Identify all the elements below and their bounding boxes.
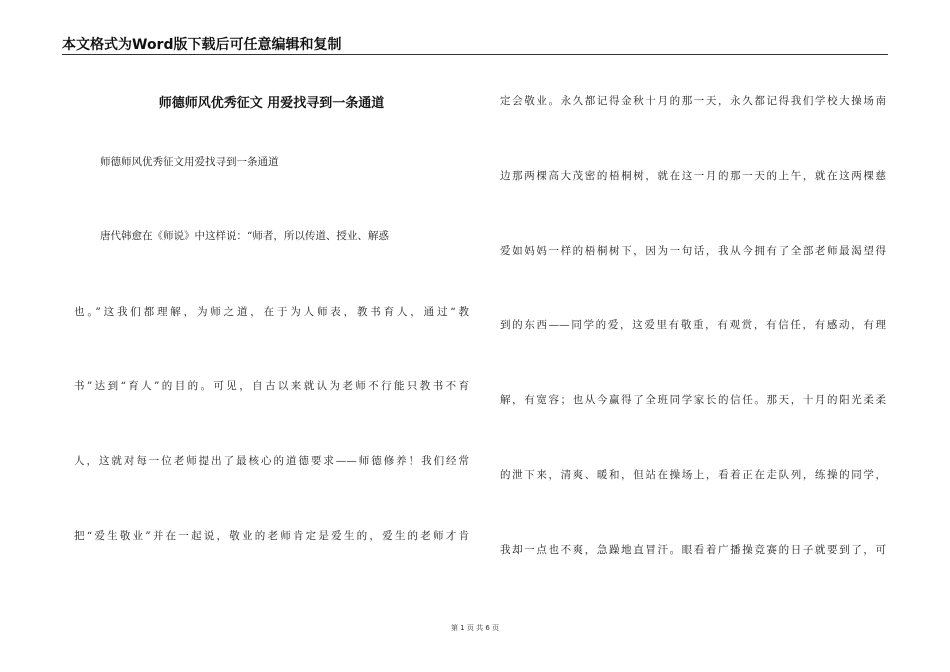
paragraph-line: 定会敬业。永久都记得金秋十月的那一天，永久都记得我们学校大操场南	[500, 95, 886, 107]
paragraph-line: 到的东西——同学的爱，这爱里有敬重，有观赏，有信任，有感动，有理	[500, 319, 886, 331]
paragraph-line: 的泄下来，清爽、暖和，但站在操场上，看着正在走队列，练操的同学，	[500, 469, 886, 481]
header-text: 本文格式为Word版下载后可任意编辑和复制	[62, 37, 342, 53]
paragraph-line: 我却一点也不爽，急躁地直冒汗。眼看着广播操竞赛的日子就要到了，可	[500, 544, 886, 556]
paragraph-line: 书”达到“育人”的目的。可见，自古以来就认为老师不行能只教书不育	[74, 380, 469, 392]
left-column	[74, 0, 469, 672]
paragraph-line: 解，有宽容；也从今赢得了全班同学家长的信任。那天，十月的阳光柔柔	[500, 394, 886, 406]
right-column	[500, 0, 886, 672]
document-title: 师德师风优秀征文 用爱找寻到一条通道	[158, 96, 385, 111]
paragraph-line: 也。”这我们都理解，为师之道，在于为人师表，教书育人，通过“教	[74, 306, 469, 318]
paragraph-line: 师德师风优秀征文用爱找寻到一条通道	[100, 156, 279, 168]
paragraph-line: 边那两棵高大茂密的梧桐树，就在这一月的那一天的上午，就在这两棵慈	[500, 170, 886, 182]
paragraph-line: 把“爱生敬业”并在一起说，敬业的老师肯定是爱生的，爱生的老师才肯	[74, 530, 469, 542]
page-number: 第 1 页 共 6 页	[450, 624, 500, 632]
paragraph-line: 人，这就对每一位老师提出了最核心的道德要求——师德修养！我们经常	[74, 455, 469, 467]
paragraph-line: 爱如妈妈一样的梧桐树下，因为一句话，我从今拥有了全部老师最渴望得	[500, 245, 886, 257]
paragraph-line: 唐代韩愈在《师说》中这样说：“师者，所以传道、授业、解惑	[100, 230, 389, 242]
